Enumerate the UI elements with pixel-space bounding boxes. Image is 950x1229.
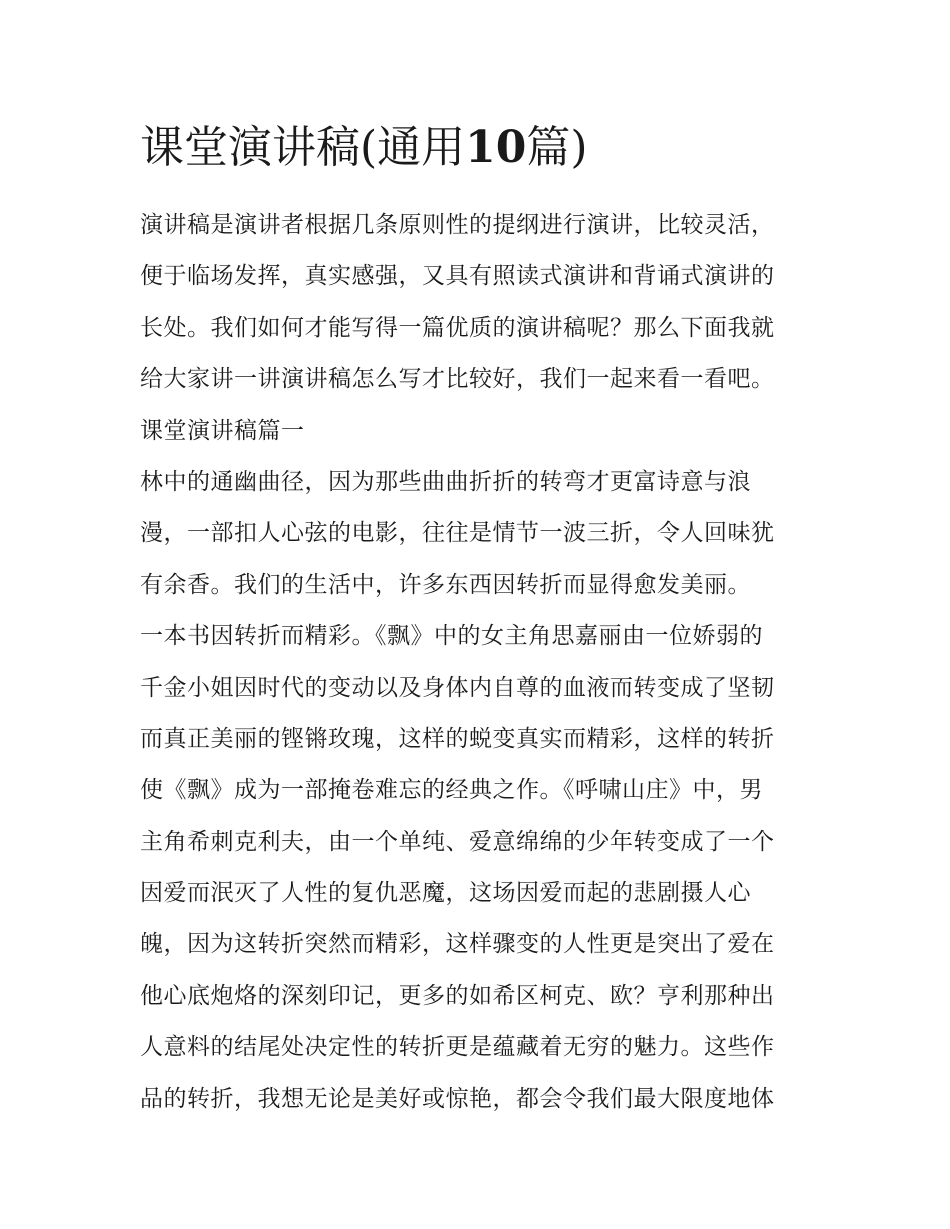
paragraph-line: 有余香。我们的生活中，许多东西因转折而显得愈发美丽。 xyxy=(140,571,751,598)
paragraph-line: 因爱而泯灭了人性的复仇恶魔，这场因爱而起的悲剧摄人心 xyxy=(140,880,751,907)
paragraph-line: 一本书因转折而精彩。《飘》中的女主角思嘉丽由一位娇弱的 xyxy=(140,623,763,650)
paragraph-line: 千金小姐因时代的变动以及身体内自尊的血液而转变成了坚韧 xyxy=(140,674,775,701)
paragraph-line: 他心底炮烙的深刻印记，更多的如希区柯克、欧？亨利那种出 xyxy=(140,982,775,1009)
paragraph-line: 主角希刺克利夫，由一个单纯、爱意绵绵的少年转变成了一个 xyxy=(140,828,775,855)
paragraph-line: 品的转折，我想无论是美好或惊艳，都会令我们最大限度地体 xyxy=(140,1085,775,1112)
paragraph-line: 漫，一部扣人心弦的电影，往往是情节一波三折，令人回味犹 xyxy=(140,520,775,547)
paragraph-line: 便于临场发挥，真实感强，又具有照读式演讲和背诵式演讲的 xyxy=(140,263,775,290)
title-prefix: 课堂演讲稿(通用 xyxy=(140,122,466,173)
paragraph-line: 魄，因为这转折突然而精彩，这样骤变的人性更是突出了爱在 xyxy=(140,931,775,958)
paragraph-line: 使《飘》成为一部掩卷难忘的经典之作。《呼啸山庄》中，男 xyxy=(140,777,763,804)
title-number: 10 xyxy=(465,122,527,173)
paragraph-line: 林中的通幽曲径，因为那些曲曲折折的转弯才更富诗意与浪 xyxy=(140,468,751,495)
paragraph-line: 演讲稿是演讲者根据几条原则性的提纲进行演讲，比较灵活， xyxy=(140,212,775,238)
page-title xyxy=(140,118,588,178)
document-body xyxy=(140,200,820,1125)
paragraph-line: 长处。我们如何才能写得一篇优质的演讲稿呢？那么下面我就 xyxy=(140,314,775,341)
paragraph-line: 人意料的结尾处决定性的转折更是蕴藏着无穷的魅力。这些作 xyxy=(140,1034,775,1061)
paragraph-line: 给大家讲一讲演讲稿怎么写才比较好，我们一起来看一看吧。 xyxy=(140,366,775,393)
paragraph-line: 而真正美丽的铿锵玫瑰，这样的蜕变真实而精彩，这样的转折 xyxy=(140,725,775,752)
title-suffix: 篇) xyxy=(526,122,588,173)
section-heading: 课堂演讲稿篇一 xyxy=(140,417,305,444)
